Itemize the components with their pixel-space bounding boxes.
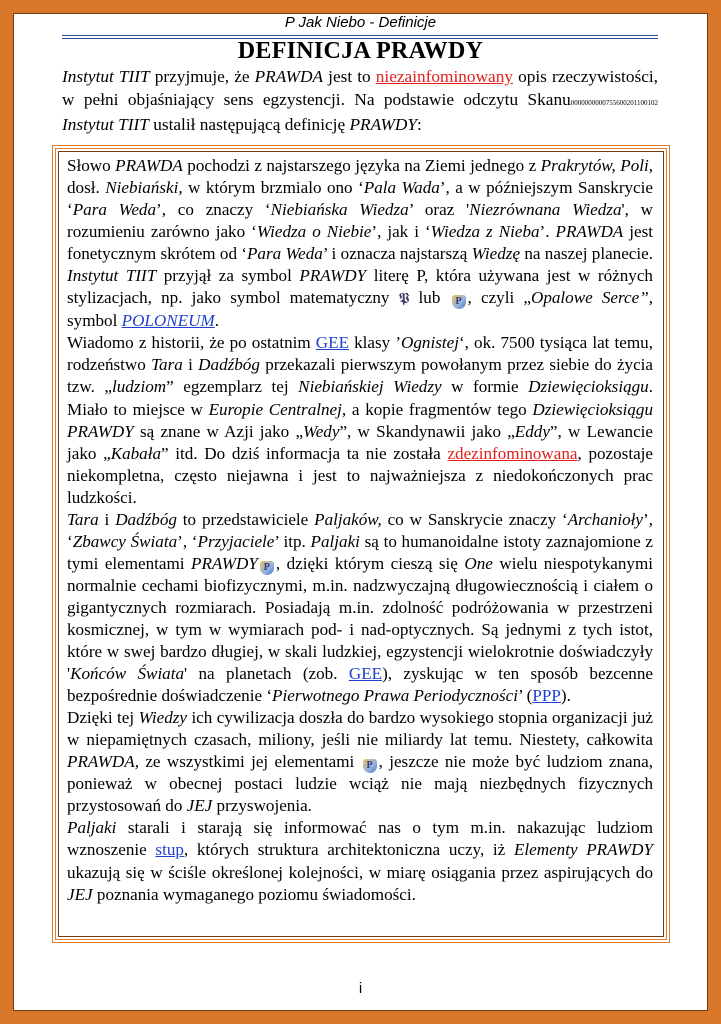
text: JEJ xyxy=(186,796,213,816)
text: ‘, ok. 7500 tysiąca lat temu, rodzeństwo xyxy=(67,333,653,375)
text: Dadźbóg xyxy=(198,355,260,375)
text: Pala Wada xyxy=(363,178,440,198)
text: PRAWDY xyxy=(299,266,367,286)
text: ukazują się w ściśle określonej kolejności, w miarę osiągania przez aspirujących do xyxy=(67,862,653,882)
text: , czyli „ xyxy=(467,288,531,308)
intro-paragraph xyxy=(62,66,658,137)
text: Wiedzę xyxy=(471,244,521,264)
text: ’, a w późniejszym Sanskrycie ‘ xyxy=(67,178,653,220)
text: Wiedzy xyxy=(138,708,187,728)
paragraph-3 xyxy=(67,509,653,707)
text: Prakrytów, Poli, xyxy=(540,156,654,175)
text: starali i starają się informować nas o tym m.in. nakazując ludziom wznoszenie xyxy=(67,818,653,860)
text: ). xyxy=(560,686,571,706)
text: Niebiańska Wiedza xyxy=(270,200,409,220)
text: i xyxy=(98,509,116,529)
link-poloneum[interactable] xyxy=(122,311,215,330)
text: ’. xyxy=(539,222,556,242)
intro-text: PRAWDA xyxy=(254,67,324,86)
text: przyswojenia. xyxy=(212,796,312,816)
intro-text: jest to xyxy=(323,67,376,86)
page-number: i xyxy=(358,980,363,997)
text: Wedy xyxy=(303,421,340,441)
definition-body xyxy=(67,155,653,906)
text: , dzięki którym cieszą się xyxy=(275,553,465,573)
text: Dziewięcioksiągu xyxy=(528,377,649,397)
fraktur-p-icon: 𝕻 xyxy=(398,291,410,308)
text: ”, w Skandynawii jako „ xyxy=(339,421,515,441)
text: poznania wymaganego poziomu świadomości. xyxy=(92,884,416,904)
text: Paljaki xyxy=(310,531,360,551)
intro-text: PRAWDY xyxy=(349,115,417,134)
text: ’, jak i ‘ xyxy=(371,222,431,242)
link-gee[interactable]: GEE xyxy=(315,333,350,353)
text: ), zyskując w ten sposób bezcenne bezpośrednie doświadczenie ‘ xyxy=(67,664,653,706)
text: Niebiańskiej Wiedzy xyxy=(298,377,442,397)
text: ” egzemplarz tej xyxy=(166,377,299,397)
text: ” itd. Do dziś informacja ta nie została xyxy=(161,443,448,463)
text: Kabała xyxy=(110,443,162,463)
text: Niezrównana Wiedza xyxy=(469,200,622,220)
text: Końców Świata xyxy=(70,664,185,684)
text: Wiedza z Nieba xyxy=(430,222,540,242)
text: i xyxy=(182,355,199,375)
link-ppp[interactable]: PPP xyxy=(532,686,561,706)
text: ’ oraz ' xyxy=(408,200,470,220)
text: Wiedza o Niebie xyxy=(256,222,372,242)
text: jest fonetycznym skrótem od ‘ xyxy=(67,222,653,264)
text: ', w rozumieniu zarówno jako ‘ xyxy=(67,200,653,242)
intro-text: : xyxy=(416,115,422,134)
text: w którym brzmialo ono ‘ xyxy=(182,178,364,198)
text: Europie Centralnej, xyxy=(208,399,347,419)
intro-text: ustalił następującą definicję xyxy=(148,115,350,134)
paragraph-5 xyxy=(67,817,653,905)
link-gee[interactable]: GEE xyxy=(348,664,383,684)
text: literę P, która używana jest w różnych stylizacjach, np. jako symbol matematyczny xyxy=(67,266,653,308)
text: przyjął za symbol xyxy=(156,266,300,286)
opal-heart-icon: P xyxy=(452,295,466,309)
text: ’, co znaczy ‘ xyxy=(156,200,271,220)
text: Wiadomo z historii, że po ostatnim xyxy=(67,333,316,353)
text: Ognistej xyxy=(401,333,459,353)
opal-heart-icon: P xyxy=(260,561,274,575)
text: ze wszystkimi jej elementami xyxy=(139,752,361,772)
text: ’, ‘ xyxy=(177,531,198,551)
text: Tara xyxy=(67,509,99,529)
text: Dzięki tej xyxy=(67,708,139,728)
text: Zbawcy Świata xyxy=(72,531,178,551)
text: Dziewięcioksiągu PRAWDY xyxy=(67,399,653,441)
text: JEJ xyxy=(67,884,93,904)
text: symbol xyxy=(67,311,122,331)
text: Eddy xyxy=(514,421,550,441)
header-rule xyxy=(62,35,658,36)
text: w formie xyxy=(441,377,529,397)
text: Dadźbóg xyxy=(115,509,177,529)
text: Pierwotnego Prawa Periodyczności xyxy=(272,686,518,706)
text: Archanioły xyxy=(567,509,644,529)
text: ’ itp. xyxy=(274,531,311,551)
text: Elementy PRAWDY xyxy=(513,840,654,860)
text: One xyxy=(464,553,493,573)
text: a kopie fragmentów tego xyxy=(346,399,533,419)
text: Przyjaciele xyxy=(197,531,275,551)
page-title: DEFINICJA PRAWDY xyxy=(237,38,484,64)
paragraph-2 xyxy=(67,332,653,508)
text: ' na planetach (zob. xyxy=(184,664,349,684)
intro-text: przyjmuje, że xyxy=(149,67,255,86)
text: ’ i oznacza najstarszą xyxy=(322,244,472,264)
text: Tara xyxy=(151,355,183,375)
text: . Miało to miejsce w xyxy=(67,377,653,419)
text: ’ ( xyxy=(517,686,533,706)
text: ludziom xyxy=(111,377,167,397)
link-zdezinfominowana[interactable]: zdezinfominowana xyxy=(447,443,578,463)
link-stup[interactable]: stup xyxy=(155,840,184,860)
text: są znane w Azji jako „ xyxy=(133,421,304,441)
text: PRAWDA xyxy=(555,222,624,242)
text: są to humanoidalne istoty zaznajomione z tymi elementami xyxy=(67,531,654,573)
text: wielu niespotykanymi normalnie cechami biofizycznymi, m.in. nadzwyczajną długowiecznością i ciałem o gigantycznych rozmiarach. Posiadają m.in. zdolność podróżowania w przestrzeni kosmicznej, w tym w wymiarach pod- i nad-optycznych. Są jednymi z tych istot, które w swej bardzo długiej, w skali ludzkiej, egzystencji wielokrotnie doświadczyły ' xyxy=(67,553,654,684)
running-header: P Jak Niebo - Definicje xyxy=(284,14,437,31)
paragraph-4 xyxy=(67,707,653,817)
text: Instytut TIIT xyxy=(67,266,157,286)
text: , jeszcze nie może być ludziom znana, ponieważ w obecnej postaci ludzie wciąż nie mają niezbędnych fizycznych przystosowań do xyxy=(67,752,653,816)
intro-text: Instytut TIIT xyxy=(62,115,149,134)
text: Paljaki xyxy=(67,818,117,838)
link-poloneum-label: POLONEUM xyxy=(121,311,215,331)
text: , których struktura architektoniczna uczy, iż xyxy=(183,840,514,860)
opal-heart-icon: P xyxy=(363,759,377,773)
text: Paljaków, xyxy=(314,509,382,529)
text: PRAWDA xyxy=(115,156,183,175)
text: . xyxy=(214,311,219,331)
text: Niebiański, xyxy=(105,178,183,198)
link-niezainfominowany[interactable]: niezainfominowany xyxy=(375,67,513,86)
text: PRAWDA, xyxy=(67,752,139,772)
scan-code: 0000000000755600201100102 xyxy=(570,98,658,107)
text: lub xyxy=(409,288,450,308)
text: ich cywilizacja doszła do bardzo wysokiego stopnia organizacji już w niepamiętnych czasach, miliony, jeśli nie miliardy lat temu. Niestety, całkowita xyxy=(67,708,653,750)
text: Słowo xyxy=(67,156,116,175)
text: PRAWDY xyxy=(191,553,258,573)
text: ’, ‘ xyxy=(67,509,653,551)
text: Para Weda xyxy=(72,200,157,220)
text: na naszej planecie. xyxy=(520,244,653,264)
text: co w Sanskrycie znaczy ‘ xyxy=(381,509,568,529)
text: przekazali pierwszym powołanym przez siebie do życia tzw. „ xyxy=(67,355,654,397)
intro-text: opis rzeczywistości, w pełni objaśniający sens egzystencji. Na podstawie odczytu Skanu xyxy=(62,67,659,109)
text: pochodzi z najstarszego języka na Ziemi jednego z xyxy=(182,156,541,175)
text: ”, w Lewancie jako „ xyxy=(67,421,653,463)
intro-text: Instytut TIIT xyxy=(62,67,150,86)
text: klasy ’ xyxy=(349,333,402,353)
text: , pozostaje niekompletna, często niejawna i jest to najważniejsza z niedokończonych prac ludzkości. xyxy=(67,443,653,507)
text: Opalowe Serce”, xyxy=(530,288,653,308)
text: Para Weda xyxy=(246,244,323,264)
text: dosł. xyxy=(67,178,106,198)
paragraph-1 xyxy=(67,155,653,332)
text: to przedstawiciele xyxy=(176,509,315,529)
